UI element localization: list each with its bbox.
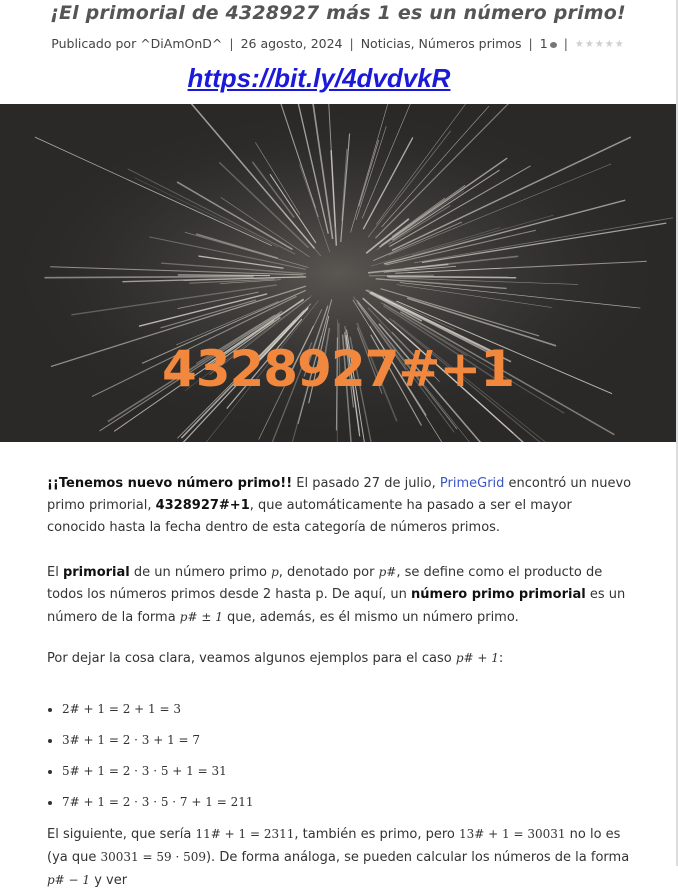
example-formula: 2# + 1 = 2 + 1 = 3 (62, 702, 181, 716)
comment-bubble-icon (550, 42, 557, 48)
cont-math-1: 11# + 1 = 2311 (196, 827, 295, 841)
intro-number: 4328927#+1 (156, 498, 250, 513)
examples-intro-math: p# + 1 (456, 651, 499, 665)
list-item (62, 697, 253, 728)
post-date: 26 agosto, 2024 (241, 36, 343, 51)
intro-text-2: encontró un nuevo primo primorial, (47, 476, 631, 513)
intro-text-1: El pasado 27 de julio, (292, 476, 440, 491)
example-formula: 5# + 1 = 2 · 3 · 5 + 1 = 31 (62, 764, 227, 778)
intro-text-3: , que automáticamente ha pasado a ser el mayor conocido hasta la fecha dentro de esta categoría de números primos. (47, 498, 572, 535)
starburst-ray (387, 276, 516, 277)
meta-separator: | (564, 36, 568, 51)
examples-intro-end: : (499, 651, 503, 666)
meta-separator: | (529, 36, 533, 51)
cont-math-2: 13# + 1 = 30031 (459, 827, 566, 841)
intro-bold: ¡¡Tenemos nuevo número primo!! (47, 476, 292, 491)
meta-prefix: Publicado por (51, 36, 136, 51)
continuation-paragraph (47, 823, 632, 892)
cont-text-2: , también es primo, pero (294, 827, 459, 842)
list-item (62, 790, 253, 821)
def-text-6: que, además, es él mismo un número primo. (223, 610, 519, 625)
cont-math-3: 30031 = 59 · 509 (101, 850, 206, 864)
author-link[interactable]: ^DiAmOnD^ (140, 36, 222, 51)
meta-separator: | (229, 36, 233, 51)
cont-math-4: p# − 1 (47, 873, 90, 887)
primegrid-link[interactable]: PrimeGrid (440, 476, 505, 491)
def-math-2: p# (379, 565, 397, 579)
example-formula: 7# + 1 = 2 · 3 · 5 · 7 + 1 = 211 (62, 795, 253, 809)
example-formula: 3# + 1 = 2 · 3 + 1 = 7 (62, 733, 200, 747)
cont-text-4: ). De forma análoga, se pueden calcular los números de la forma (206, 850, 629, 865)
rating-stars-icon[interactable]: ★★★★★ (575, 39, 625, 50)
cont-text-3: no lo es (ya que (47, 827, 620, 865)
def-text-3: , denotado por (279, 565, 379, 580)
starburst-ray (178, 275, 270, 276)
category-links[interactable]: Noticias, Números primos (361, 36, 522, 51)
comments-count: 1 (540, 36, 548, 51)
def-math-3: p# ± 1 (180, 610, 223, 624)
cont-text-5: y ver (90, 873, 127, 888)
def-bold-2: número primo primorial (411, 587, 586, 602)
post-meta (0, 36, 676, 51)
examples-intro-text: Por dejar la cosa clara, veamos algunos ejemplos para el caso (47, 651, 456, 666)
hero-number-text: 4328927#+1 (0, 340, 676, 398)
def-text-4: , se define como el producto de todos los números primos desde 2 hasta p. De aquí, un (47, 565, 602, 602)
definition-paragraph (47, 561, 632, 629)
def-text-2: de un número primo (130, 565, 271, 580)
def-math-1: p (271, 565, 279, 579)
examples-intro-paragraph (47, 647, 632, 670)
comments-link[interactable] (540, 36, 557, 51)
cont-text-1: El siguiente, que sería (47, 827, 196, 842)
def-bold-1: primorial (63, 565, 130, 580)
post-title: ¡El primorial de 4328927 más 1 es un número primo! (0, 2, 676, 24)
short-link[interactable]: https://bit.ly/4dvdvkR (0, 63, 638, 94)
list-item (62, 728, 253, 759)
list-item (62, 759, 253, 790)
def-text-5: es un número de la forma (47, 587, 625, 625)
hero-image (0, 104, 676, 442)
meta-separator: | (350, 36, 354, 51)
def-text-1: El (47, 565, 63, 580)
examples-list (47, 697, 253, 821)
intro-paragraph (47, 473, 632, 539)
